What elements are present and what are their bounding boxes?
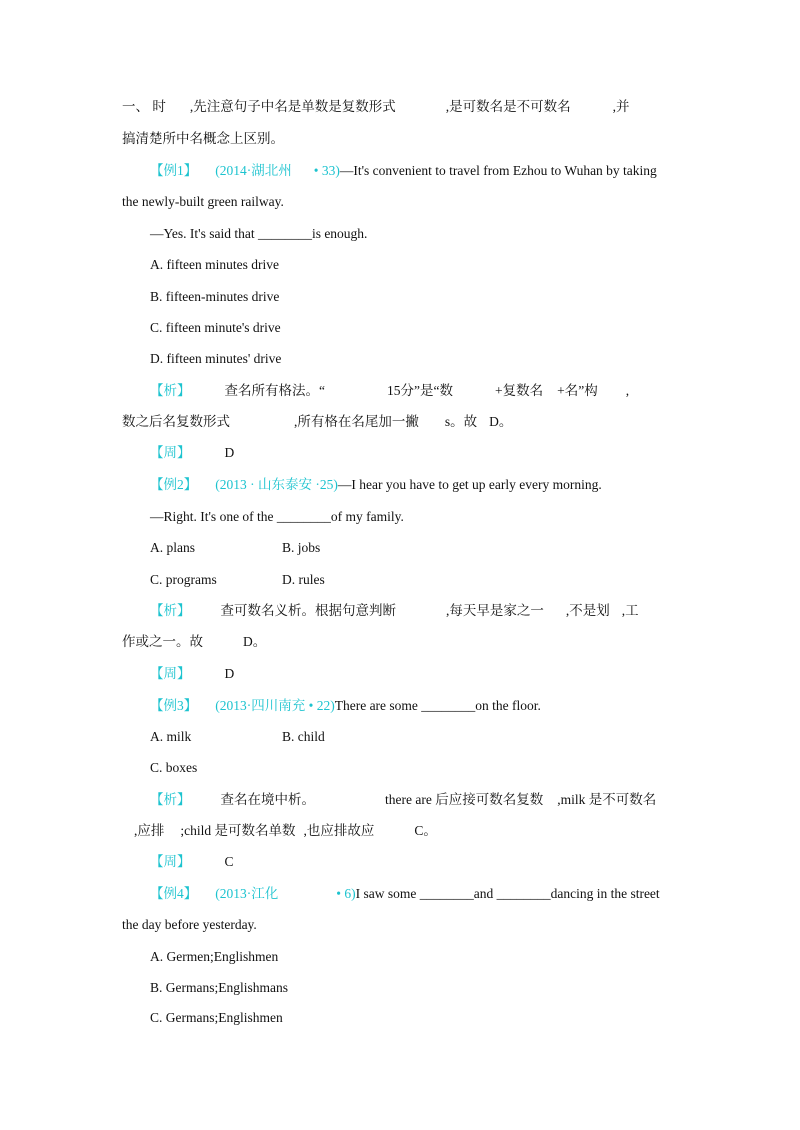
option-d: D. rules bbox=[282, 572, 325, 587]
option-b: B. child bbox=[282, 729, 325, 744]
example-source: (2013 · 山东泰安 ·25) bbox=[215, 477, 338, 492]
option-a: A. milk bbox=[150, 729, 192, 744]
example-3-header bbox=[150, 697, 541, 715]
answer-tag: 【周】 bbox=[150, 666, 191, 681]
analysis-tag: 【析】 bbox=[150, 603, 191, 618]
answer-value: D bbox=[224, 666, 235, 681]
option-b: B. Germans;Englishmans bbox=[150, 980, 288, 995]
option-b: B. fifteen-minutes drive bbox=[150, 289, 280, 304]
analysis-text: D。 bbox=[489, 414, 513, 429]
example-tag: 【例1】 bbox=[150, 163, 198, 178]
analysis-line-1 bbox=[150, 791, 656, 809]
analysis-text: 作或之一。故 bbox=[122, 634, 203, 649]
example-1-header bbox=[150, 162, 657, 180]
answer-line bbox=[150, 665, 234, 683]
answer-line bbox=[150, 444, 234, 462]
analysis-text: D。 bbox=[243, 634, 267, 649]
intro-line-1 bbox=[122, 98, 630, 116]
question-text: I saw some ________and ________dancing in the street bbox=[355, 886, 660, 901]
option-a: A. Germen;Englishmen bbox=[150, 949, 279, 964]
example-source-number: • 6) bbox=[336, 886, 356, 901]
answer-line bbox=[150, 853, 234, 871]
answer-tag: 【周】 bbox=[150, 445, 191, 460]
example-source-number: • 33) bbox=[313, 163, 340, 178]
intro-text: 一、 时 bbox=[122, 99, 166, 114]
analysis-text: , bbox=[625, 383, 630, 398]
option-c: C. programs bbox=[150, 572, 217, 587]
option-b: B. jobs bbox=[282, 540, 321, 555]
analysis-text: C。 bbox=[414, 823, 437, 838]
analysis-text: ,应排 bbox=[134, 823, 165, 838]
intro-text: ,是可数名是不可数名 bbox=[445, 99, 571, 114]
intro-line-2: 搞清楚所中名概念上区别。 bbox=[122, 131, 284, 146]
option-c: C. Germans;Englishmen bbox=[150, 1010, 283, 1025]
analysis-line-2 bbox=[134, 822, 437, 840]
analysis-text: ,不是划 bbox=[565, 603, 610, 618]
analysis-text: 查名在境中析。 bbox=[220, 792, 315, 807]
analysis-text: ,milk 是不可数名 bbox=[557, 792, 657, 807]
analysis-text: +名”构 bbox=[557, 383, 598, 398]
question-text: There are some ________on the floor. bbox=[334, 698, 541, 713]
option-c: C. boxes bbox=[150, 760, 198, 775]
analysis-text: there are 后应接可数名复数 bbox=[385, 792, 544, 807]
question-text: the newly-built green railway. bbox=[122, 194, 284, 209]
option-a: A. plans bbox=[150, 540, 195, 555]
example-tag: 【例4】 bbox=[150, 886, 198, 901]
option-c: C. fifteen minute's drive bbox=[150, 320, 281, 335]
analysis-text: 数之后名复数形式 bbox=[122, 414, 230, 429]
analysis-text: 15分”是“数 bbox=[387, 383, 453, 398]
answer-value: D bbox=[224, 445, 235, 460]
option-a: A. fifteen minutes drive bbox=[150, 257, 279, 272]
analysis-text: ,也应排故应 bbox=[303, 823, 375, 838]
option-d: D. fifteen minutes' drive bbox=[150, 351, 282, 366]
analysis-text: +复数名 bbox=[494, 383, 544, 398]
analysis-line-2 bbox=[122, 413, 512, 431]
analysis-text: ,所有格在名尾加一撇 bbox=[294, 414, 419, 429]
intro-text: ,并 bbox=[612, 99, 630, 114]
example-tag: 【例2】 bbox=[150, 477, 198, 492]
answer-value: C bbox=[224, 854, 234, 869]
analysis-text: s。故 bbox=[444, 414, 478, 429]
analysis-text: ,每天早是家之一 bbox=[446, 603, 544, 618]
analysis-line-2 bbox=[122, 633, 266, 651]
question-text: —Yes. It's said that ________is enough. bbox=[150, 226, 368, 241]
example-source: (2013·江化 bbox=[215, 886, 279, 901]
analysis-text: ;child 是可数名单数 bbox=[180, 823, 296, 838]
example-source: (2014·湖北州 bbox=[215, 163, 292, 178]
question-text: —It's convenient to travel from Ezhou to Wuhan by taking bbox=[339, 163, 657, 178]
question-text: —I hear you have to get up early every morning. bbox=[337, 477, 602, 492]
question-text: the day before yesterday. bbox=[122, 917, 257, 932]
analysis-tag: 【析】 bbox=[150, 792, 191, 807]
example-2-header bbox=[150, 476, 602, 494]
analysis-text: 查可数名义析。根据句意判断 bbox=[220, 603, 396, 618]
analysis-line-1 bbox=[150, 602, 639, 620]
analysis-text: 查名所有格法。“ bbox=[224, 383, 325, 398]
question-text: —Right. It's one of the ________of my family. bbox=[150, 509, 404, 524]
answer-tag: 【周】 bbox=[150, 854, 191, 869]
analysis-tag: 【析】 bbox=[150, 383, 191, 398]
example-4-header bbox=[150, 885, 660, 903]
analysis-line-1 bbox=[150, 382, 629, 400]
example-tag: 【例3】 bbox=[150, 698, 198, 713]
intro-text: ,先注意句子中名是单数是复数形式 bbox=[189, 99, 396, 114]
example-source: (2013·四川南充 • 22) bbox=[215, 698, 335, 713]
analysis-text: ,工 bbox=[621, 603, 639, 618]
